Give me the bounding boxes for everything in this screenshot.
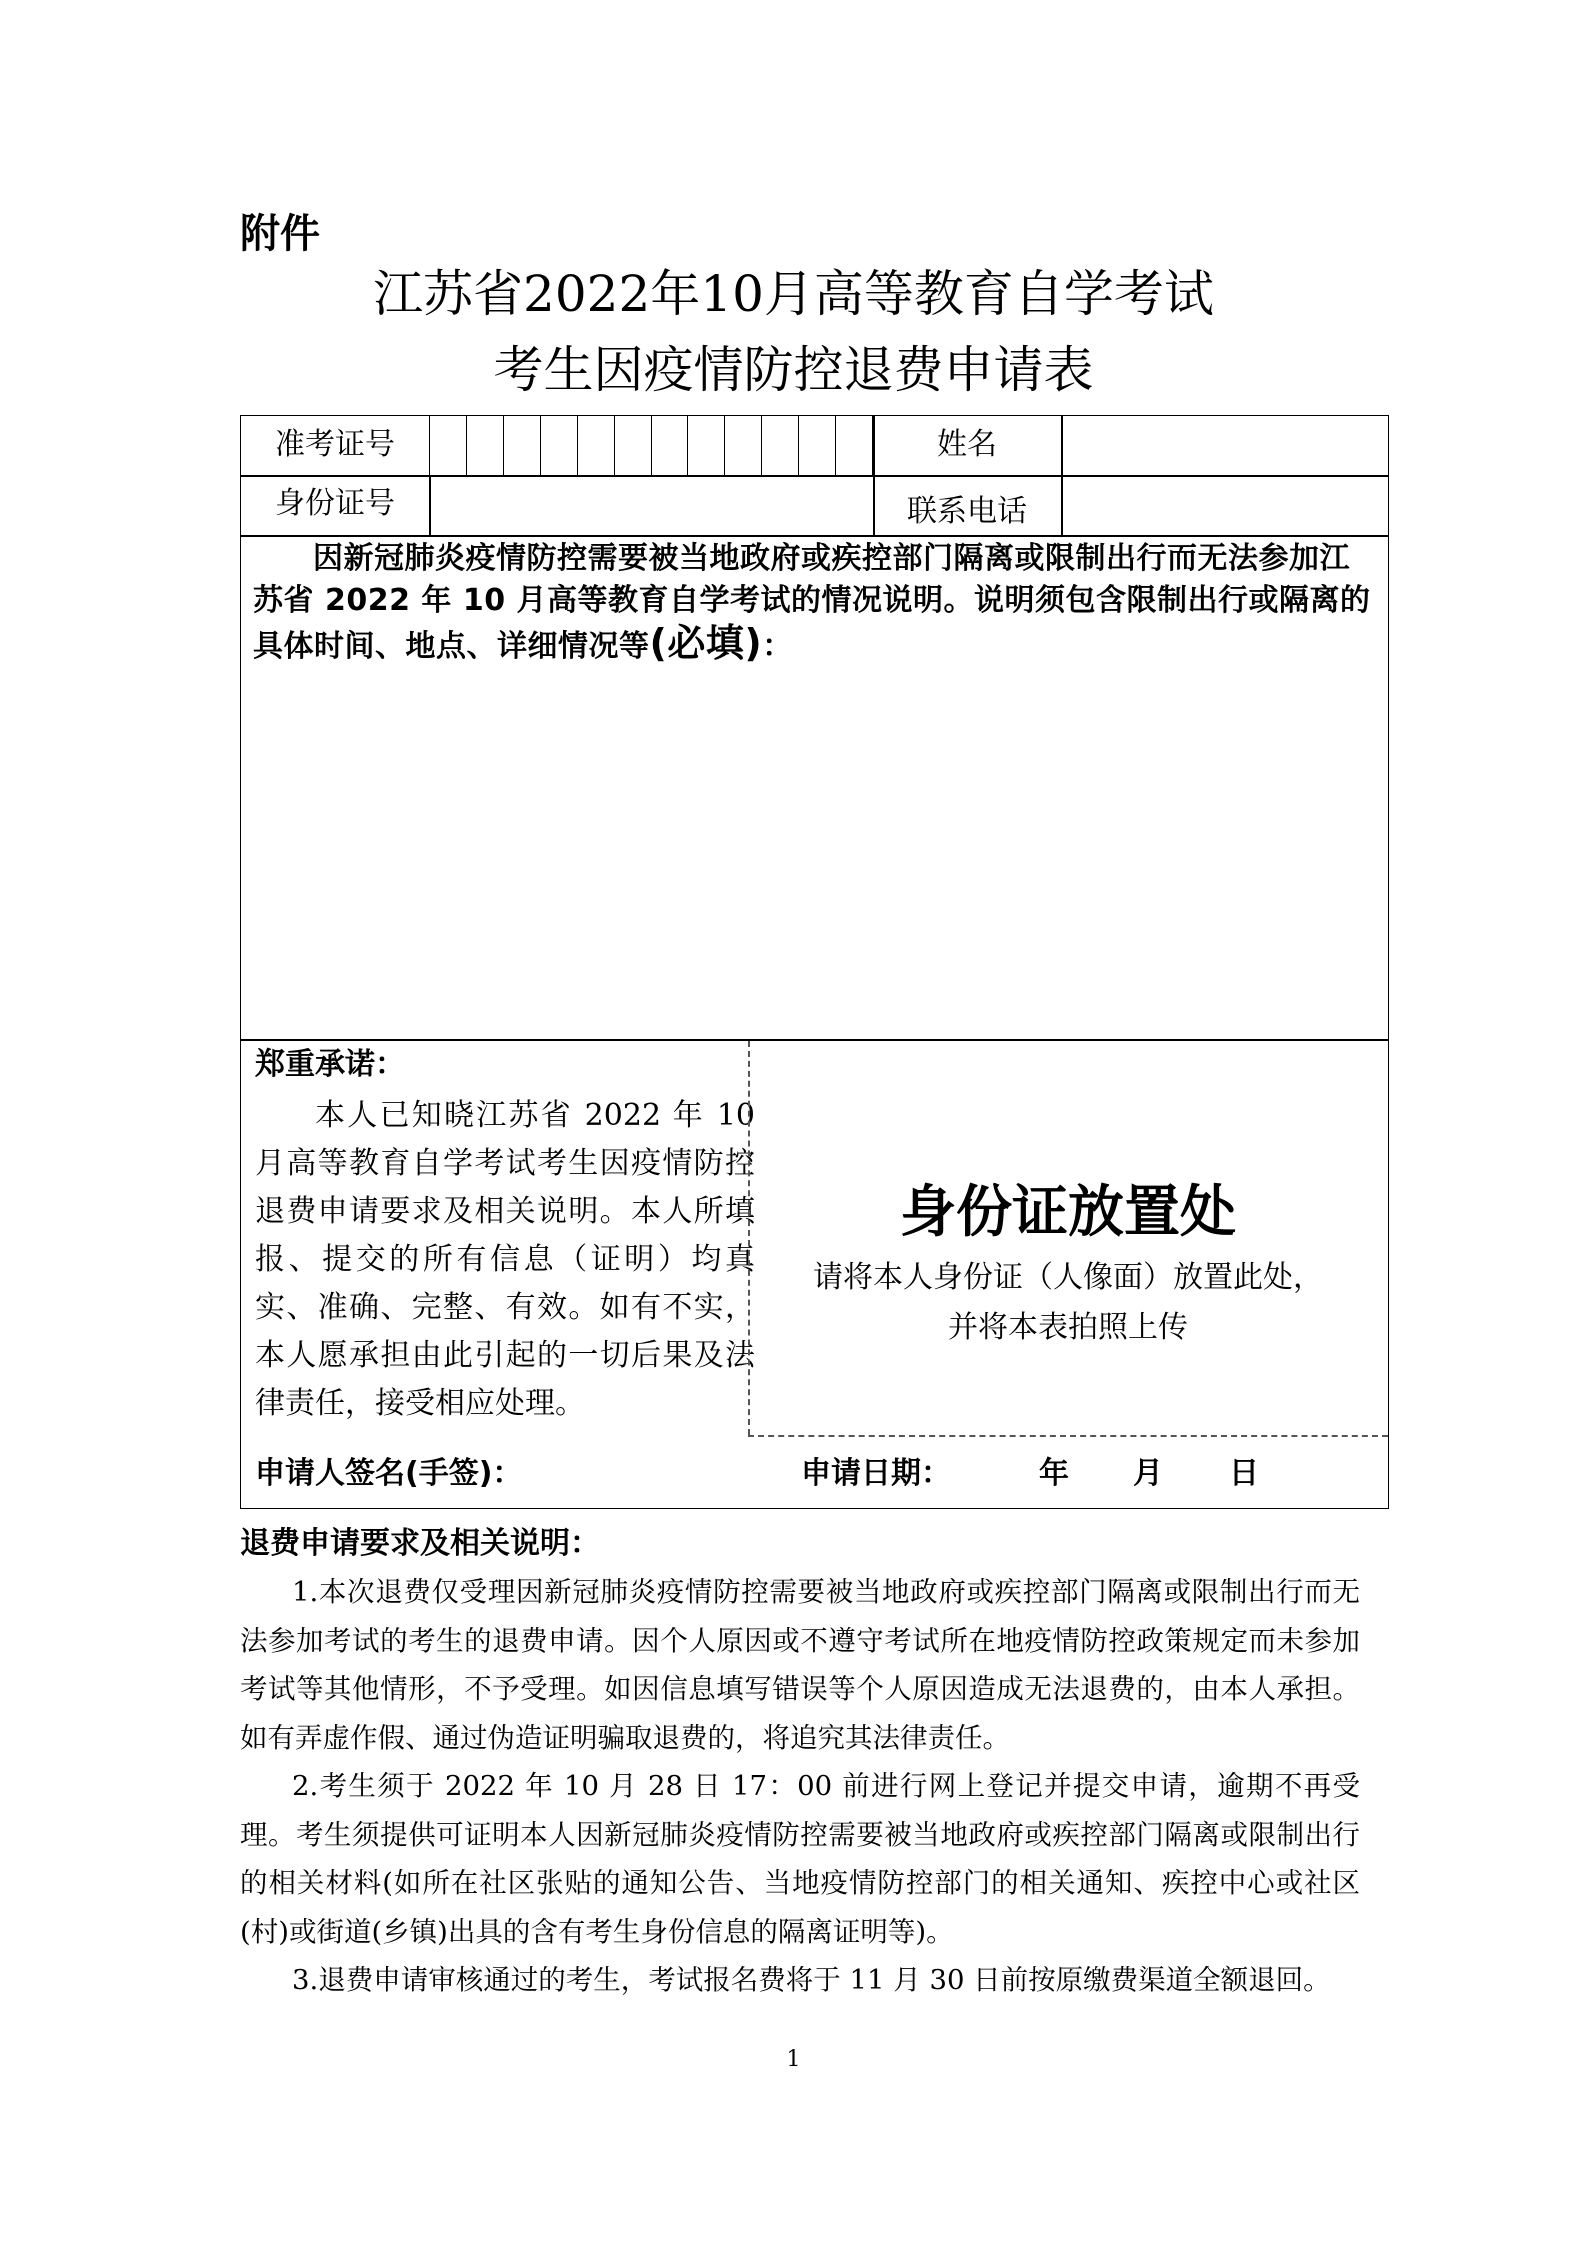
id-placement-line-1: 请将本人身份证（人像面）放置此处， (813, 1260, 1323, 1295)
required-mark: (必填) (649, 621, 763, 665)
row-divider-3 (241, 1039, 1388, 1041)
id-placement-title: 身份证放置处 (900, 1180, 1236, 1245)
date-month: 月 (1133, 1456, 1163, 1491)
description-text: 因新冠肺炎疫情防控需要被当地政府或疾控部门隔离或限制出行而无法参加江苏省 2022 年 10 月高等教育自学考试的情况说明。说明须包含限制出行或隔离的具体时间、地点、详细情况等 (253, 541, 1371, 664)
page-number: 1 (786, 2047, 801, 2072)
description-colon: ： (762, 629, 793, 664)
col-divider-label (429, 475, 431, 535)
note-item: 3.退费申请审核通过的考生，考试报名费将于 11 月 30 日前按原缴费渠道全额退回。 (292, 1964, 1331, 1996)
pledge-title: 郑重承诺： (255, 1047, 405, 1082)
title-line-1: 江苏省2022年10月高等教育自学考试 (373, 265, 1214, 323)
date-day: 日 (1229, 1456, 1259, 1491)
row-divider-1 (241, 475, 1388, 477)
date-label: 申请日期： (801, 1456, 951, 1491)
note-item: 1.本次退费仅受理因新冠肺炎疫情防控需要被当地政府或疾控部门隔离或限制出行而无法参加考试的考生的退费申请。因个人原因或不遵守考试所在地疫情防控政策规定而未参加考试等其他情形，不予受理。如因信息填写错误等个人原因造成无法退费的，由本人承担。如有弄虚作假、通过伪造证明骗取退费的，将追究其法律责任。 (240, 1576, 1360, 1754)
phone-label: 联系电话 (907, 494, 1027, 529)
id-placement-line-2: 并将本表拍照上传 (948, 1310, 1188, 1345)
note-item: 2.考生须于 2022 年 10 月 28 日 17：00 前进行网上登记并提交申请，逾期不再受理。考生须提供可证明本人因新冠肺炎疫情防控需要被当地政府或疾控部门隔离或限制出行的相关材料(如所在社区张贴的通知公告、当地疫情防控部门的相关通知、疾控中心或社区(村)或街道(乡镇)出具的含有考生身份信息的隔离证明等)。 (240, 1770, 1360, 1948)
title-line-2: 考生因疫情防控退费申请表 (493, 341, 1094, 399)
attachment-label: 附件 (240, 211, 320, 257)
row-divider-2 (241, 535, 1388, 537)
exam-number-boxes[interactable] (429, 416, 873, 475)
pledge-text: 本人已知晓江苏省 2022 年 10 月高等教育自学考试考生因疫情防控退费申请要求及相关说明。本人所填报、提交的所有信息（证明）均真实、准确、完整、有效。如有不实，本人愿承担由此引起的一切后果及法律责任，接受相应处理。 (255, 1098, 755, 1421)
description-prompt[interactable] (253, 538, 1379, 668)
date-year: 年 (1039, 1456, 1069, 1491)
id-area-border-bottom (748, 1435, 1388, 1437)
exam-number-label: 准考证号 (275, 427, 395, 462)
signature-label: 申请人签名(手签)： (255, 1456, 523, 1491)
application-form (240, 415, 1389, 1509)
id-number-field[interactable] (432, 478, 872, 534)
name-field[interactable] (1063, 418, 1385, 474)
phone-field[interactable] (1063, 478, 1385, 534)
notes-list (240, 1568, 1360, 2005)
notes-title: 退费申请要求及相关说明： (240, 1526, 600, 1561)
id-number-label: 身份证号 (275, 486, 395, 521)
name-label: 姓名 (937, 427, 997, 462)
